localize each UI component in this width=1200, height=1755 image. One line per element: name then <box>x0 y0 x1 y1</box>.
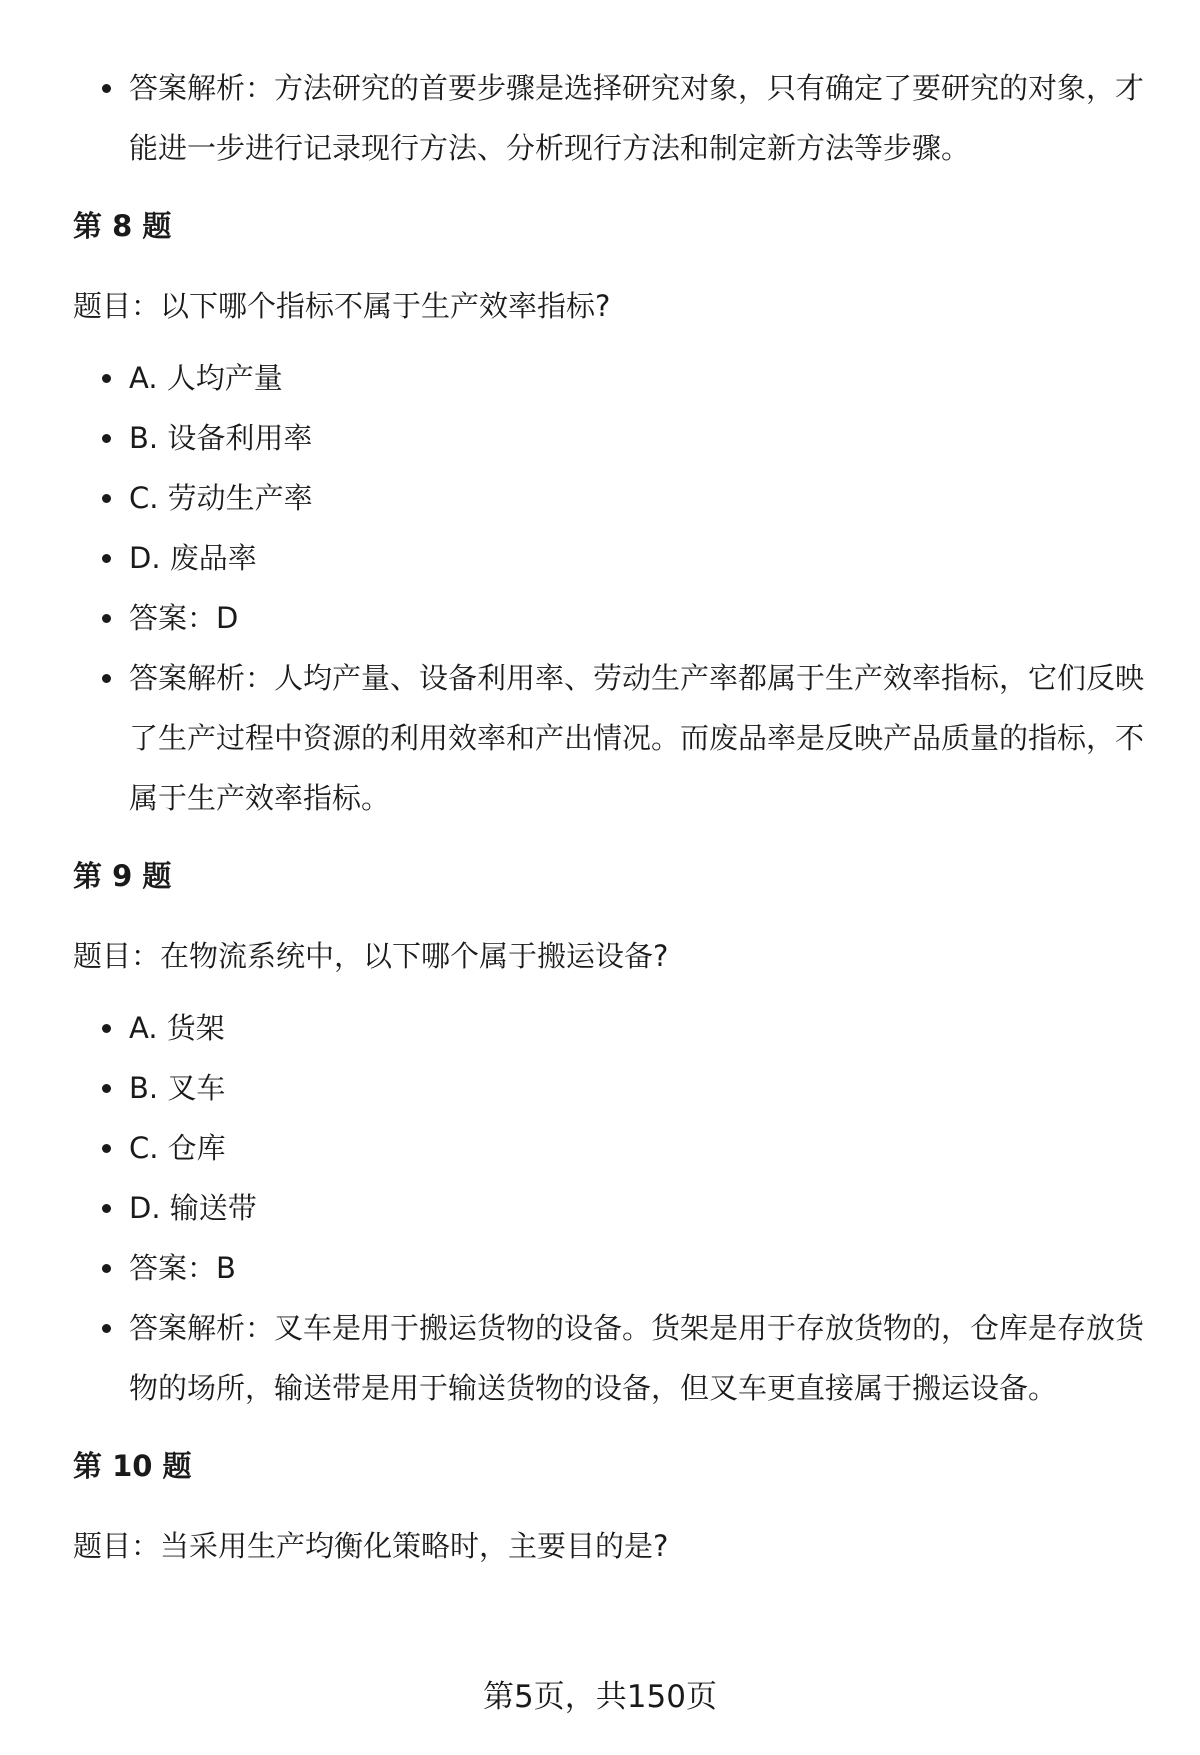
q9-option-b: B. 叉车 <box>73 1058 1153 1118</box>
page-content <box>73 58 1153 1588</box>
q9-explanation: 答案解析：叉车是用于搬运货物的设备。货架是用于存放货物的，仓库是存放货物的场所，输送带是用于输送货物的设备，但叉车更直接属于搬运设备。 <box>73 1298 1153 1418</box>
q9-option-c: C. 仓库 <box>73 1118 1153 1178</box>
q8-answer: 答案：D <box>73 588 1153 648</box>
q7-explanation-list <box>73 58 1153 178</box>
q8-option-c: C. 劳动生产率 <box>73 468 1153 528</box>
q7-explanation: 答案解析：方法研究的首要步骤是选择研究对象，只有确定了要研究的对象，才能进一步进行记录现行方法、分析现行方法和制定新方法等步骤。 <box>73 58 1153 178</box>
q9-question: 题目：在物流系统中，以下哪个属于搬运设备? <box>73 939 669 973</box>
q10-heading: 第 10 题 <box>73 1449 192 1483</box>
q9-option-a: A. 货架 <box>73 998 1153 1058</box>
q8-option-d: D. 废品率 <box>73 528 1153 588</box>
q9-options-list <box>73 998 1153 1418</box>
question-9 <box>73 856 1153 1418</box>
page-footer: 第5页，共150页 <box>483 1679 717 1715</box>
q7-tail <box>73 58 1153 178</box>
question-10 <box>73 1446 1153 1566</box>
q9-option-d: D. 输送带 <box>73 1178 1153 1238</box>
q8-question: 题目：以下哪个指标不属于生产效率指标? <box>73 289 611 323</box>
q8-options-list <box>73 348 1153 828</box>
q9-answer: 答案：B <box>73 1238 1153 1298</box>
q8-explanation: 答案解析：人均产量、设备利用率、劳动生产率都属于生产效率指标，它们反映了生产过程中资源的利用效率和产出情况。而废品率是反映产品质量的指标，不属于生产效率指标。 <box>73 648 1153 828</box>
q8-heading: 第 8 题 <box>73 209 172 243</box>
question-8 <box>73 206 1153 828</box>
q9-heading: 第 9 题 <box>73 859 172 893</box>
q8-option-b: B. 设备利用率 <box>73 408 1153 468</box>
q10-question: 题目：当采用生产均衡化策略时，主要目的是? <box>73 1529 669 1563</box>
q8-option-a: A. 人均产量 <box>73 348 1153 408</box>
